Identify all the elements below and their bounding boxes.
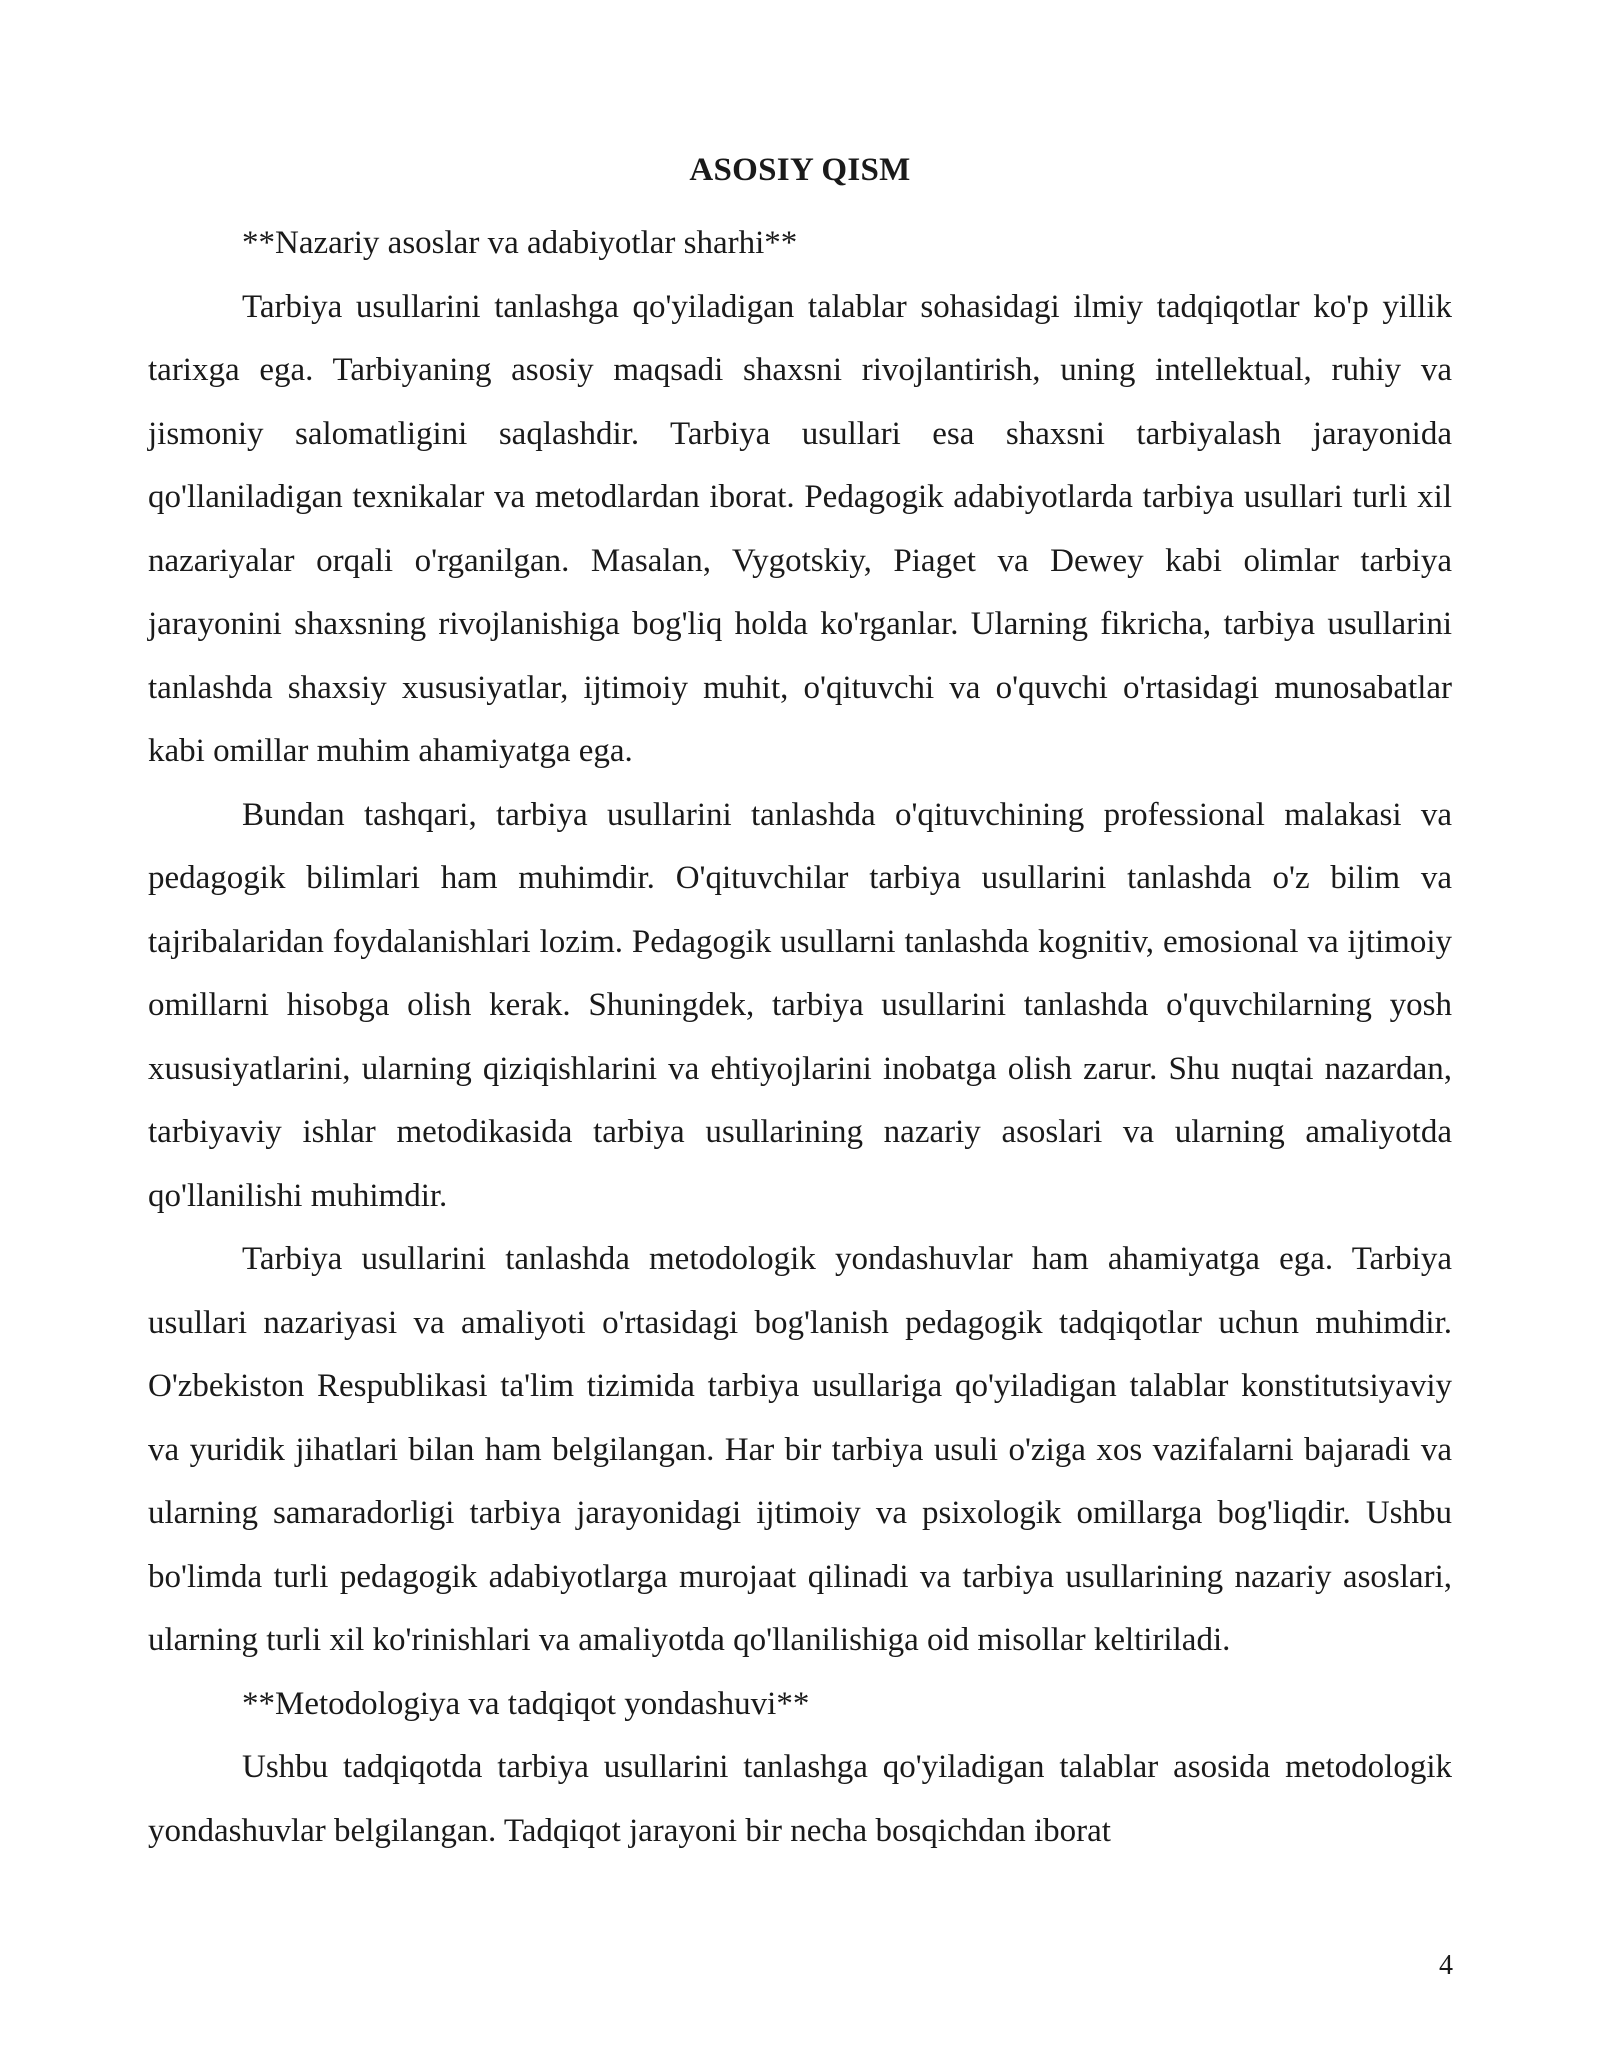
section-heading-methodology: **Metodologiya va tadqiqot yondashuvi**	[242, 1685, 810, 1722]
paragraph-3: Tarbiya usullarini tanlashda metodologik yondashuvlar ham ahamiyatga ega. Tarbiya usullari nazariyasi va amaliyoti o'rtasidagi bog'lanish pedagogik tadqiqotlar uchun muhimdir. O'zbekiston Respublikasi ta'lim tizimida tarbiya usullariga qo'yiladigan talablar konstitutsiyaviy va yuridik jihatlari bilan ham belgilangan. Har bir tarbiya usuli o'ziga xos vazifalarni bajaradi va ularning samaradorligi tarbiya jarayonidagi ijtimoiy va psixologik omillarga bog'liqdir. Ushbu bo'limda turli pedagogik adabiyotlarga murojaat qilinadi va tarbiya usullarining nazariy asoslari, ularning turli xil ko'rinishlari va amaliyotda qo'llanilishiga oid misollar keltiriladi.	[148, 1241, 1452, 1658]
page-number: 4	[1439, 1950, 1453, 1981]
document-page	[148, 150, 1452, 1863]
section-heading-theory: **Nazariy asoslar va adabiyotlar sharhi**	[242, 225, 798, 261]
page-title: ASOSIY QISM	[689, 152, 911, 188]
paragraph-2: Bundan tashqari, tarbiya usullarini tanlashda o'qituvchining professional malakasi va pedagogik bilimlari ham muhimdir. O'qituvchilar tarbiya usullarini tanlashda o'z bilim va tajribalaridan foydalanishlari lozim. Pedagogik usullarni tanlashda kognitiv, emosional va ijtimoiy omillarni hisobga olish kerak. Shuningdek, tarbiya usullarini tanlashda o'quvchilarning yosh xususiyatlarini, ularning qiziqishlarini va ehtiyojlarini inobatga olish zarur. Shu nuqtai nazardan, tarbiyaviy ishlar metodikasida tarbiya usullarining nazariy asoslari va ularning amaliyotda qo'llanilishi muhimdir.	[148, 796, 1452, 1214]
paragraph-4: Ushbu tadqiqotda tarbiya usullarini tanlashga qo'yiladigan talablar asosida metodologik yondashuvlar belgilangan. Tadqiqot jarayoni bir necha bosqichdan iborat	[148, 1749, 1452, 1849]
paragraph-1: Tarbiya usullarini tanlashga qo'yiladigan talablar sohasidagi ilmiy tadqiqotlar ko'p yillik tarixga ega. Tarbiyaning asosiy maqsadi shaxsni rivojlantirish, uning intellektual, ruhiy va jismoniy salomatligini saqlashdir. Tarbiya usullari esa shaxsni tarbiyalash jarayonida qo'llaniladigan texnikalar va metodlardan iborat. Pedagogik adabiyotlarda tarbiya usullari turli xil nazariyalar orqali o'rganilgan. Masalan, Vygotskiy, Piaget va Dewey kabi olimlar tarbiya jarayonini shaxsning rivojlanishiga bog'liq holda ko'rganlar. Ularning fikricha, tarbiya usullarini tanlashda shaxsiy xususiyatlar, ijtimoiy muhit, o'qituvchi va o'quvchi o'rtasidagi munosabatlar kabi omillar muhim ahamiyatga ega.	[148, 288, 1452, 769]
